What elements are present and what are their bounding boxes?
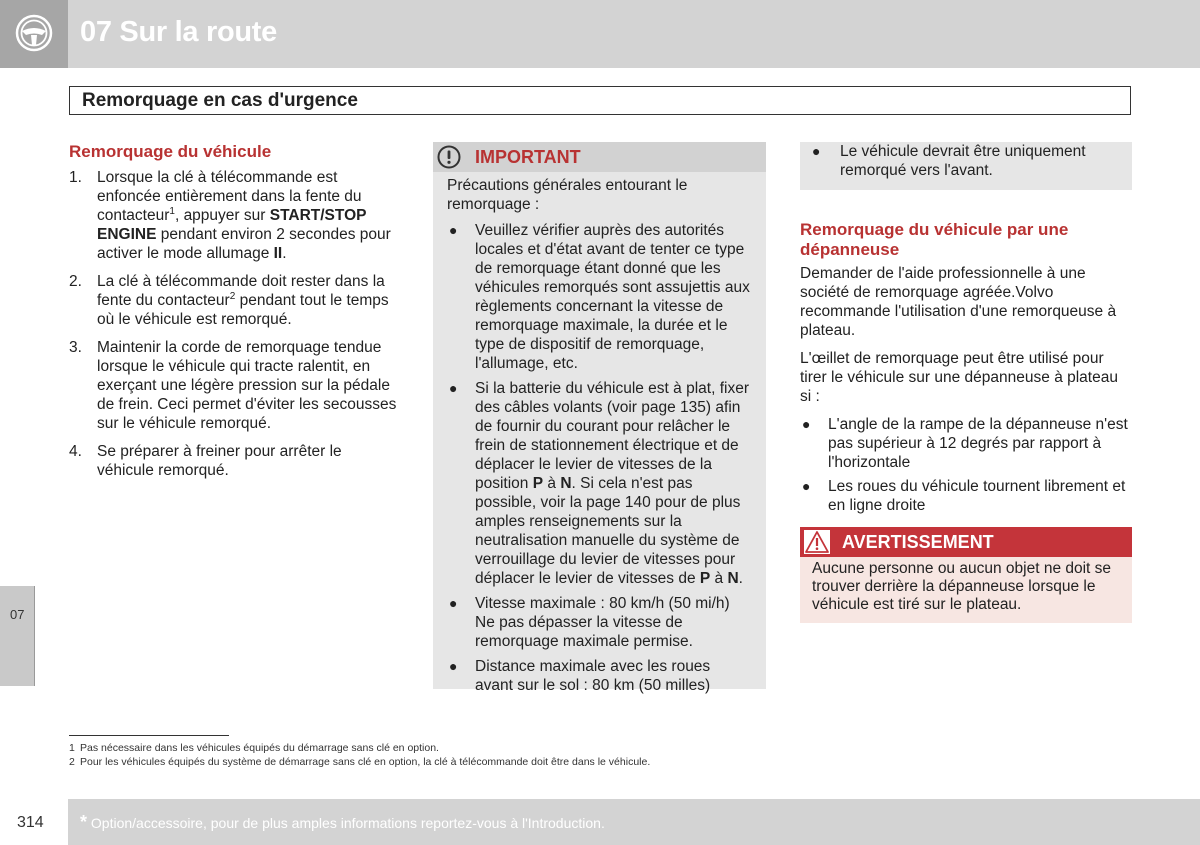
bullet-icon: ●: [449, 380, 458, 396]
exclamation-circle-icon: [437, 145, 461, 169]
important-intro: Précautions générales entourant le remorquage :: [447, 177, 688, 213]
header-icon-tab: [0, 0, 68, 68]
bullet-icon: ●: [449, 595, 458, 611]
list-item: [69, 168, 401, 263]
footnotes: [69, 741, 650, 769]
gear-position: P: [699, 570, 711, 587]
gear-position: N: [727, 570, 739, 587]
bullet-text: .: [738, 570, 743, 587]
footer-note-text: Option/accessoire, pour de plus amples informations reportez-vous à l'Introduction.: [90, 815, 605, 831]
column-tow-truck: [800, 142, 1132, 623]
list-item: [800, 415, 1132, 472]
bullet-text: L'angle de la rampe de la dépanneuse n'est pas supérieur à 12 degrés par rapport à l'horizontale: [828, 416, 1128, 471]
list-item: [69, 338, 401, 433]
bullet-text: Si la batterie du véhicule est à plat, fixer des câbles volants (voir page 135) afin de fournir du courant pour relâcher le frein de stationnement électrique et de déplacer le levier de vitesses de la position: [475, 380, 749, 492]
important-body: [433, 172, 766, 695]
step-text: pendant tout le temps où le véhicule est remorqué.: [97, 292, 389, 328]
list-item: [447, 379, 752, 588]
ignition-mode: II: [273, 245, 283, 262]
bullet-icon: ●: [802, 478, 811, 494]
footnote: [69, 741, 650, 755]
paragraph: Demander de l'aide professionnelle à une société de remorquage agréée.Volvo recommande l'utilisation d'une remorqueuse à plateau.: [800, 265, 1117, 339]
footnote-ref: 1: [169, 205, 175, 217]
bullet-icon: ●: [802, 416, 811, 432]
bullet-text: à: [710, 570, 728, 587]
bullet-text: à: [543, 475, 561, 492]
important-bullets: [447, 221, 752, 695]
steering-wheel-icon: [15, 14, 53, 52]
gear-position: P: [532, 475, 544, 492]
step-number: 4.: [69, 443, 82, 460]
bullet-text: Le véhicule devrait être uniquement remorqué vers l'avant.: [840, 143, 1086, 179]
list-item: [69, 442, 401, 480]
warning-header: [800, 527, 1132, 557]
important-header: [433, 142, 766, 172]
footnote-number: 2: [69, 756, 75, 768]
chapter-side-tab: [0, 586, 35, 686]
footnote: [69, 755, 650, 769]
paragraph: L'œillet de remorquage peut être utilisé pour tirer le véhicule sur une dépanneuse à plateau si :: [800, 350, 1118, 405]
tow-truck-heading: Remorquage du véhicule par une dépanneuse: [800, 220, 1069, 259]
step-text: Maintenir la corde de remorquage tendue lorsque le véhicule qui tracte ralentit, en exerçant une légère pression sur la pédale de frein. Ceci permet d'éviter les secousses sur le véhicule remorqué.: [97, 339, 397, 432]
continued-note-box: [800, 142, 1132, 190]
column-towing-steps: [69, 142, 401, 489]
warning-title: AVERTISSEMENT: [842, 532, 994, 552]
footnote-divider: [69, 735, 229, 736]
section-title-box: [69, 86, 1131, 115]
footnote-text: Pas nécessaire dans les véhicules équipés du démarrage sans clé en option.: [80, 742, 439, 754]
chapter-side-tab-label: 07: [10, 607, 25, 622]
gear-position: N: [560, 475, 572, 492]
step-text: Lorsque la clé à télécommande est enfoncée entièrement dans la fente du contacteur: [97, 169, 362, 224]
section-title: Remorquage en cas d'urgence: [82, 90, 358, 111]
bullet-icon: ●: [812, 143, 821, 159]
footnote-ref: 2: [229, 290, 236, 302]
list-item: [69, 272, 401, 329]
step-number: 1.: [69, 169, 82, 186]
bullet-text: Les roues du véhicule tournent librement et en ligne droite: [828, 478, 1126, 514]
important-box: [433, 142, 766, 694]
list-item: [810, 142, 1122, 180]
list-item: [447, 594, 752, 651]
page-number: 314: [17, 814, 44, 831]
conditions-list: [800, 415, 1132, 515]
warning-text: Aucune personne ou aucun objet ne doit se trouver derrière la dépanneuse lorsque le véhicule est tiré sur le plateau.: [812, 560, 1112, 613]
step-text: , appuyer sur: [174, 207, 270, 224]
bullet-text: Distance maximale avec les roues avant sur le sol : 80 km (50 milles): [475, 658, 711, 694]
footnote-text: Pour les véhicules équipés du système de démarrage sans clé en option, la clé à télécommande doit être dans le véhicule.: [80, 756, 651, 768]
towing-steps-list: [69, 168, 401, 480]
bullet-text: Vitesse maximale : 80 km/h (50 mi/h) Ne pas dépasser la vitesse de remorquage maximale permise.: [475, 595, 730, 650]
chapter-title: 07 Sur la route: [80, 16, 277, 48]
step-number: 2.: [69, 273, 82, 290]
bullet-text: Veuillez vérifier auprès des autorités locales et d'état avant de tenter ce type de remorquage étant donné que les véhicules remorqués sont assujettis aux règlements concernant la vitesse de remorquage maximale, la durée et le type de dispositif de remorquage, l'allumage, etc.: [475, 222, 750, 372]
footer-note: [80, 813, 605, 833]
list-item: [447, 221, 752, 373]
button-name: START/STOP ENGINE: [97, 207, 367, 243]
bullet-text: . Si cela n'est pas possible, voir la page 140 pour de plus amples renseignements sur la neutralisation manuelle du système de verrouillage du levier de vitesses pour déplacer le levier de vitesses de: [475, 475, 741, 587]
step-text: .: [282, 245, 287, 262]
list-item: [800, 477, 1132, 515]
warning-triangle-icon: [804, 530, 830, 554]
note-bullets: [810, 142, 1122, 180]
step-text: pendant environ 2 secondes pour activer le mode allumage: [97, 226, 391, 262]
step-text: Se préparer à freiner pour arrêter le véhicule remorqué.: [97, 443, 342, 479]
bullet-icon: ●: [449, 222, 458, 238]
important-title: IMPORTANT: [475, 147, 581, 167]
footnote-number: 1: [69, 742, 75, 754]
option-star: *: [80, 812, 88, 832]
step-number: 3.: [69, 339, 82, 356]
towing-heading: Remorquage du véhicule: [69, 142, 272, 161]
warning-box: [800, 527, 1132, 623]
step-text: La clé à télécommande doit rester dans la fente du contacteur: [97, 273, 385, 309]
bullet-icon: ●: [449, 658, 458, 674]
list-item: [447, 657, 752, 695]
